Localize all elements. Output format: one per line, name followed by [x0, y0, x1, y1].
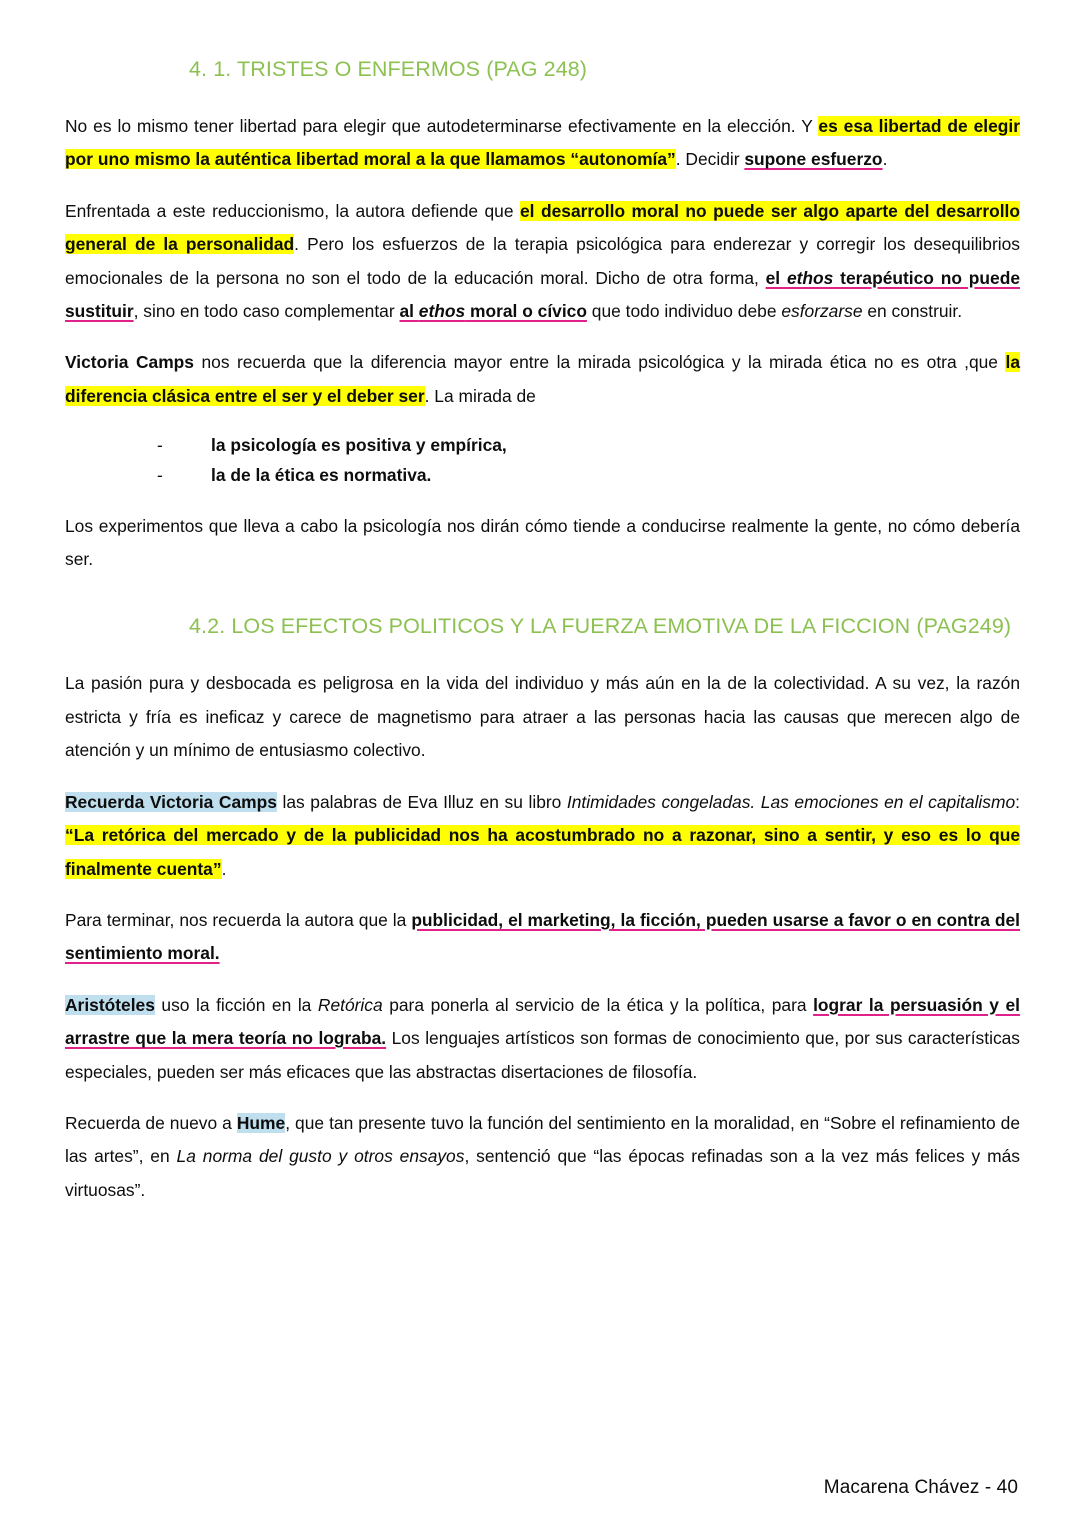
text-run-5: terapéutico no puede sustituir [65, 267, 1020, 322]
text-run-12: en construir. [862, 301, 963, 322]
text-run-3: para ponerla al servicio de la ética y la política, para [382, 994, 814, 1015]
text-run-10: que todo individuo debe [586, 301, 782, 322]
text-run-0: No es lo mismo tener libertad para elegir que autodeterminarse efectivamente en la elección. Y [65, 116, 819, 137]
paragraph-p2 [65, 195, 1020, 329]
paragraph-p8 [65, 989, 1020, 1089]
text-run-11: esforzarse [781, 301, 863, 322]
text-run-5: . [221, 858, 227, 879]
text-run-3: La norma del gusto y otros ensayos [176, 1146, 465, 1167]
list-dash-marker: - [157, 465, 163, 486]
document-content [65, 55, 1020, 1225]
text-run-1: el desarrollo moral no puede ser algo aparte del desarrollo general de la personalidad [65, 200, 1021, 255]
section-heading-4-1: 4. 1. TRISTES O ENFERMOS (PAG 248) [189, 57, 588, 81]
text-run-1: publicidad, el marketing, la ficción, pueden usarse a favor o en contra del sentimiento moral. [65, 909, 1020, 964]
text-run-1: nos recuerda que la diferencia mayor entre la mirada psicológica y la mirada ética no es otra ,que [193, 352, 1006, 373]
text-run-1: las palabras de Eva Illuz en su libro [276, 791, 567, 812]
text-run-3: . La mirada de [424, 385, 536, 406]
paragraph-p1 [65, 110, 1020, 177]
text-run-4: . [882, 149, 888, 170]
paragraph-p9 [65, 1107, 1020, 1207]
text-run-1: uso la ficción en la [154, 994, 318, 1015]
text-run-4: ethos [786, 267, 834, 288]
text-run-8: ethos [418, 301, 466, 322]
text-run-4: “La retórica del mercado y de la publicidad nos ha acostumbrado no a razonar, sino a sentir, y eso es lo que finalmente cuenta” [65, 825, 1020, 879]
text-run-0: Enfrentada a este reduccionismo, la autora defiende que [65, 200, 521, 221]
list-item [157, 461, 1020, 489]
text-run-3: : [1015, 791, 1020, 812]
text-run-4: lograr la persuasión y el arrastre que la mera teoría no lograba. [65, 994, 1020, 1049]
text-run-0: Los experimentos que lleva a cabo la psicología nos dirán cómo tiende a conducirse realmente la gente, no cómo debería ser. [65, 515, 1020, 570]
paragraph-p7 [65, 904, 1020, 971]
paragraph-p6 [65, 786, 1020, 886]
paragraph-p5 [65, 667, 1020, 767]
text-run-2: la diferencia clásica entre el ser y el deber ser [65, 352, 1020, 406]
text-run-3: el [765, 267, 787, 288]
dash-list [65, 431, 1020, 489]
text-run-0: La pasión pura y desbocada es peligrosa en la vida del individuo y más aún en la de la colectividad. A su vez, la razón estricta y fría es ineficaz y carece de magnetismo para atraer a las personas hacia las causas que merecen algo de atención y un mínimo de entusiasmo colectivo. [65, 673, 1020, 761]
list-item [157, 431, 1020, 459]
text-run-1: Hume [236, 1112, 286, 1133]
text-run-0: Para terminar, nos recuerda la autora que la [65, 909, 412, 930]
text-run-4: , sentenció que “las épocas refinadas son a la vez más felices y más virtuosas”. [65, 1146, 1020, 1200]
list-item-label: la de la ética es normativa. [211, 465, 432, 486]
text-run-7: al [399, 301, 419, 322]
text-run-0: Victoria Camps [65, 352, 194, 373]
text-run-5: Los lenguajes artísticos son formas de conocimiento que, por sus características especiales, pueden ser más eficaces que las abstractas disertaciones de filosofía. [65, 1028, 1021, 1082]
list-item-label: la psicología es positiva y empírica, [211, 435, 507, 456]
text-run-2: . Pero los esfuerzos de la terapia psicológica para enderezar y corregir los desequilibrios emocionales de la persona no son el todo de la educación moral. Dicho de otra forma, [65, 234, 1020, 288]
text-run-2: Intimidades congeladas. Las emociones en el capitalismo [566, 791, 1016, 812]
paragraph-p4 [65, 510, 1020, 577]
text-run-6: , sino en todo caso complementar [133, 301, 400, 322]
text-run-2: Retórica [317, 994, 383, 1015]
text-run-0: Recuerda Victoria Camps [65, 791, 277, 812]
text-run-0: Aristóteles [65, 994, 155, 1015]
list-dash-marker: - [157, 435, 163, 456]
text-run-2: , que tan presente tuvo la función del sentimiento en la moralidad, en “Sobre el refinamiento de las artes”, en [65, 1112, 1020, 1167]
text-run-3: supone esfuerzo [744, 149, 883, 170]
paragraph-p3 [65, 346, 1020, 413]
page-footer: Macarena Chávez - 40 [823, 1477, 1018, 1498]
text-run-1: es esa libertad de elegir por uno mismo la auténtica libertad moral a la que llamamos “autonomía” [65, 116, 1020, 170]
text-run-2: . Decidir [675, 149, 745, 170]
section-heading-4-2: 4.2. LOS EFECTOS POLITICOS Y LA FUERZA EMOTIVA DE LA FICCION (PAG249) [189, 614, 1012, 639]
text-run-0: Recuerda de nuevo a [65, 1112, 237, 1133]
text-run-9: moral o cívico [465, 301, 587, 322]
